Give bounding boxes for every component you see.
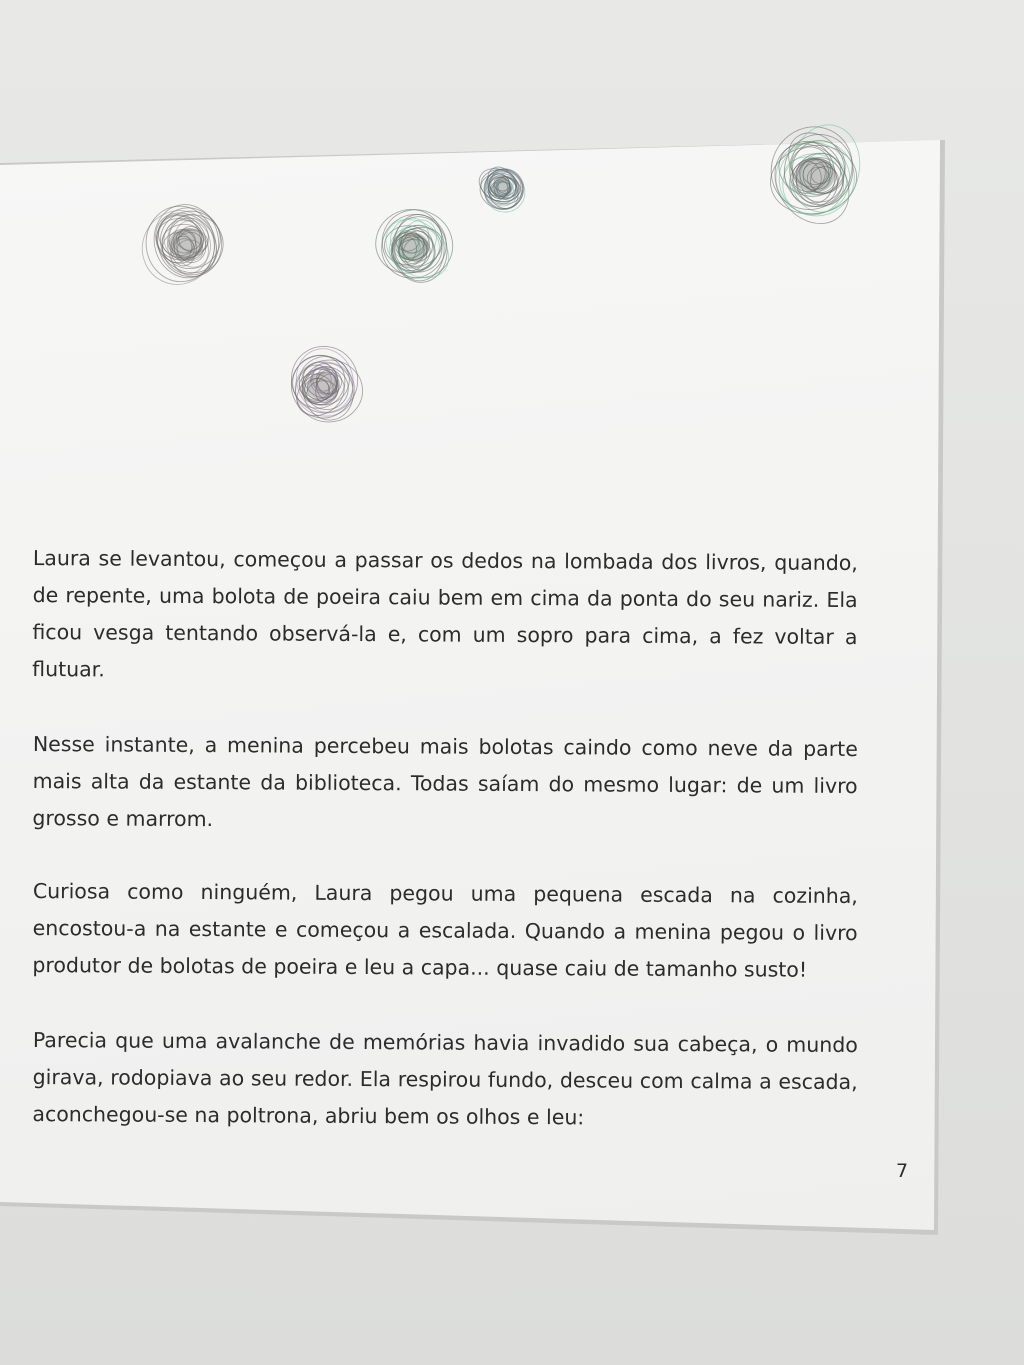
paragraph-4: Parecia que uma avalanche de memórias havia invadido sua cabeça, o mundo girava, rodopiava ao seu redor. Ela respirou fundo, desceu com calma a escada, aconchegou-se na poltrona, abriu bem os olhos e leu:: [32, 1027, 858, 1130]
dust-ball: [755, 111, 870, 238]
dust-ball: [474, 162, 529, 214]
page-number: 7: [896, 1160, 909, 1182]
paragraph-1: Laura se levantou, começou a passar os dedos na lombada dos livros, quando, de repente, uma bolota de poeira caiu bem em cima da ponta do seu nariz. Ela ficou vesga tentando observá-la e, com um sopro para cima, a fez voltar a flutuar.: [32, 545, 858, 682]
paragraph-3: Curiosa como ninguém, Laura pegou uma pequena escada na cozinha, encostou-a na estante e começou a escalada. Quando a menina pegou o livro produtor de bolotas de poeira e leu a capa... quase caiu de tamanho susto!: [32, 878, 858, 982]
paragraph-2: Nesse instante, a menina percebeu mais bolotas caindo como neve da parte mais alta da estante da biblioteca. Todas saíam do mesmo lugar: de um livro grosso e marrom.: [32, 731, 858, 832]
dust-ball: [364, 197, 465, 291]
dust-ball: [278, 333, 371, 429]
dust-ball: [130, 199, 233, 296]
